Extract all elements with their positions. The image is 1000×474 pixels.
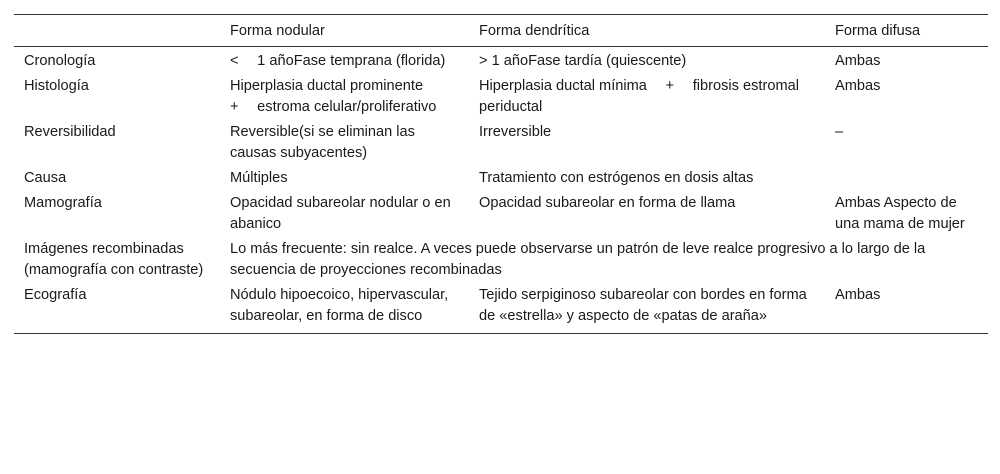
row-label: Reversibilidad xyxy=(24,124,116,140)
cell-nodular: Hiperplasia ductal prominente + estroma celular/proliferativo xyxy=(230,78,438,115)
header-forma-nodular: Forma nodular xyxy=(230,23,325,39)
row-label: Histología xyxy=(24,78,89,94)
cell-dendritica: > 1 añoFase tardía (quiescente) xyxy=(479,53,687,69)
cell-dendritica: Opacidad subareolar en forma de llama xyxy=(479,195,736,211)
cell-difusa: Ambas xyxy=(835,78,881,94)
cell-difusa: Ambas xyxy=(835,53,881,69)
cell-dendritica: Irreversible xyxy=(479,124,552,140)
table-row xyxy=(14,237,988,283)
header-forma-difusa: Forma difusa xyxy=(835,23,921,39)
cell-difusa: Ambas Aspecto de una mama de mujer xyxy=(835,195,965,232)
cell-nodular: Opacidad subareolar nodular o en abanico xyxy=(230,195,451,232)
cell-dendritica: Tratamiento con estrógenos en dosis altas xyxy=(479,170,754,186)
row-label: Imágenes recombinadas (mamografía con contraste) xyxy=(24,241,204,278)
cell-dendritica: Tejido serpiginoso subareolar con bordes en forma de «estrella» y aspecto de «patas de araña» xyxy=(479,287,807,324)
cell-nodular: Nódulo hipoecoico, hipervascular, subareolar, en forma de disco xyxy=(230,287,449,324)
header-row xyxy=(14,15,988,47)
row-label: Mamografía xyxy=(24,195,102,211)
cell-dendritica: Hiperplasia ductal mínima + fibrosis estromal periductal xyxy=(479,78,799,115)
comparison-table xyxy=(14,14,988,334)
cell-difusa: – xyxy=(835,124,844,140)
row-label: Cronología xyxy=(24,53,96,69)
table-row xyxy=(14,47,988,75)
row-label: Ecografía xyxy=(24,287,87,303)
cell-merged: Lo más frecuente: sin realce. A veces puede observarse un patrón de leve realce progresivo a lo largo de la secuencia de proyecciones recombinadas xyxy=(230,241,926,278)
cell-difusa: Ambas xyxy=(835,287,881,303)
table-row xyxy=(14,74,988,120)
header-empty xyxy=(14,15,220,47)
table-row xyxy=(14,166,988,191)
cell-nodular: < 1 añoFase temprana (florida) xyxy=(230,53,446,69)
cell-nodular: Múltiples xyxy=(230,170,288,186)
table-row xyxy=(14,120,988,166)
row-label: Causa xyxy=(24,170,67,186)
cell-difusa xyxy=(825,166,988,191)
table-row xyxy=(14,191,988,237)
cell-nodular: Reversible(si se eliminan las causas subyacentes) xyxy=(230,124,415,161)
header-forma-dendritica: Forma dendrítica xyxy=(479,23,590,39)
table-row xyxy=(14,283,988,334)
